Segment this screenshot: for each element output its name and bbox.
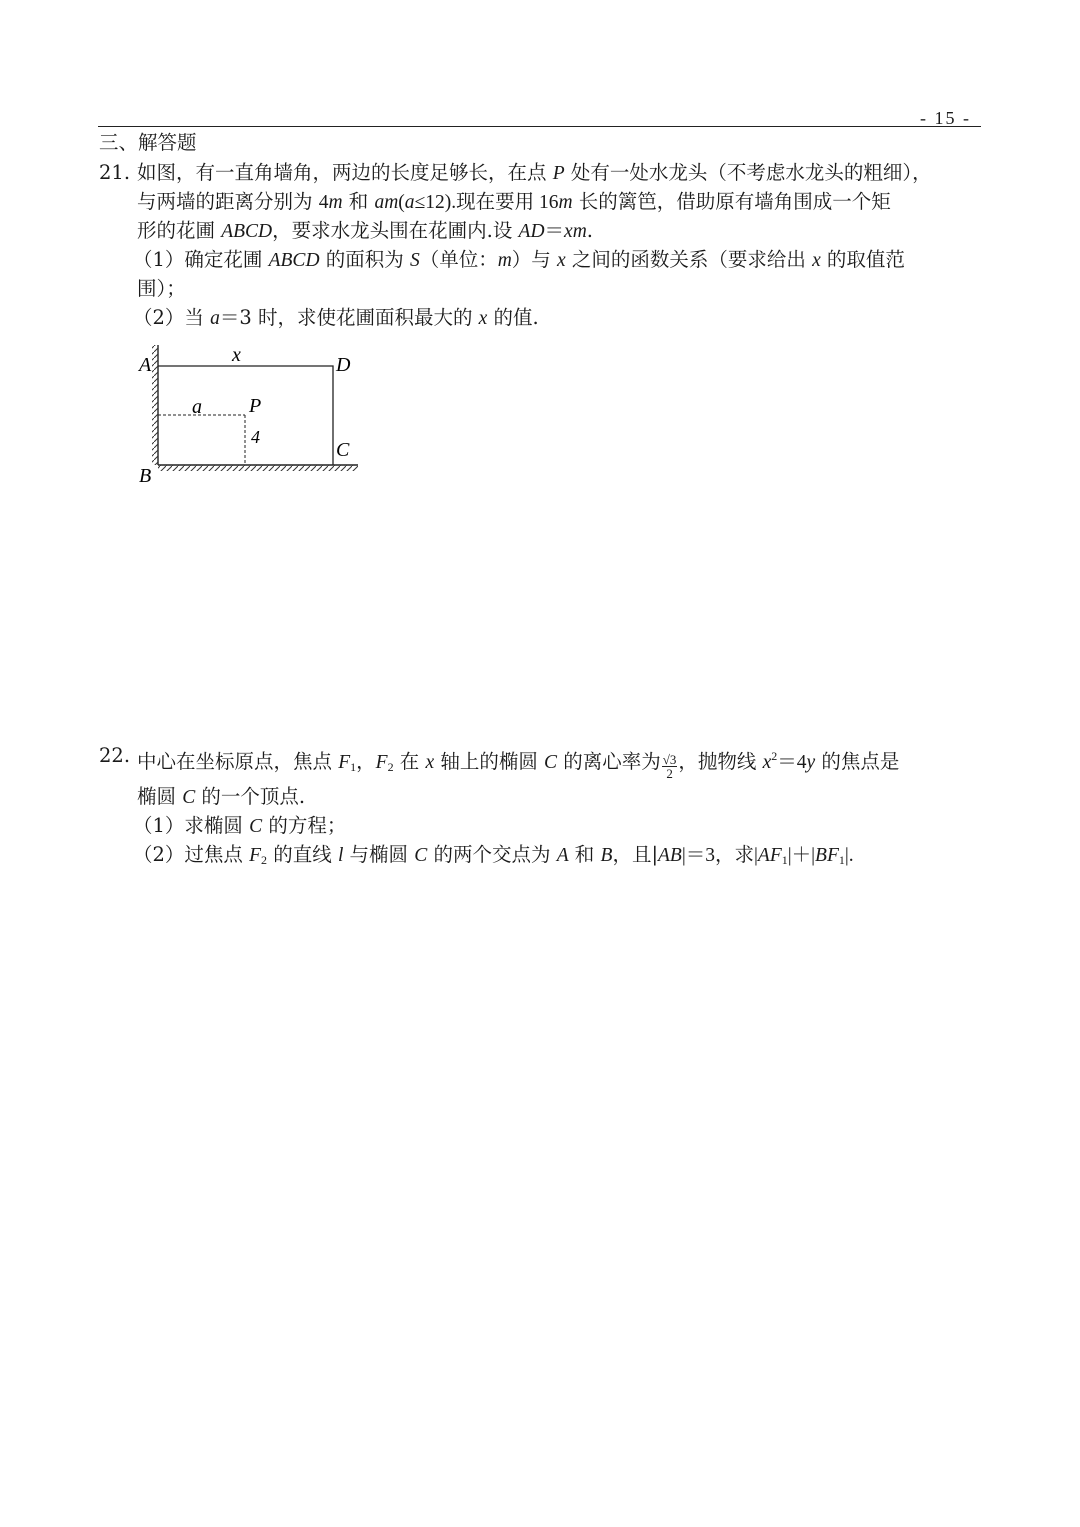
page-number: - 15 - [920, 108, 971, 128]
q21-sub-1: （1）确定花圃 ABCD 的面积为 S（单位：m）与 x 之间的函数关系（要求给出 x 的取值范 [133, 248, 905, 271]
question-21-number: 21. [99, 161, 131, 184]
q21-line-2: 与两墙的距离分别为 4m 和 am(a≤12).现在要用 16m 长的篱笆，借助原有墙角围成一个矩 [137, 190, 891, 213]
q21-line-1: 如图，有一直角墙角，两边的长度足够长，在点 P 处有一处水龙头（不考虑水龙头的粗细）， [137, 161, 932, 184]
label-D: D [336, 354, 351, 376]
label-C: C [336, 439, 350, 461]
q22-line-1: 中心在坐标原点，焦点 $F_1$，$F_2$ 在 x 轴上的椭圆 C 的离心率为 $\frac{√3}{2}$ ，抛物线 $x^2=4y$ 的焦点是 [137, 749, 900, 781]
q22-sub-2: （2）过焦点 $F_2$ 的直线 l 与椭圆 C 的两个交点为 A 和 B，且|AB|＝3，求$|AF_1|+|BF_1|$. [133, 843, 854, 867]
header-rule [98, 126, 981, 127]
left-wall [152, 345, 158, 465]
eccentricity-fraction: $\frac{√3}{2}$ [662, 752, 677, 781]
q21-sub-1-cont: 围）； [137, 277, 186, 300]
q21-line-3: 形的花圃 ABCD，要求水龙头围在花圃内.设 AD＝xm. [137, 219, 593, 242]
label-a: a [192, 396, 202, 418]
label-P: P [249, 395, 262, 417]
label-4: 4 [251, 427, 260, 447]
q21-sub-2: （2）当 a＝3 时，求使花圃面积最大的 x 的值. [133, 306, 539, 329]
q22-line-2: 椭圆 C 的一个顶点. [137, 785, 306, 808]
bottom-wall [158, 465, 358, 471]
q21-figure [130, 340, 370, 490]
q22-sub-1: （1）求椭圆 C 的方程； [133, 814, 347, 837]
label-A: A [139, 354, 152, 376]
label-B: B [139, 465, 152, 487]
question-22-number: 22. [99, 744, 131, 767]
label-x: x [232, 344, 241, 366]
section-title: 三、解答题 [99, 131, 197, 154]
